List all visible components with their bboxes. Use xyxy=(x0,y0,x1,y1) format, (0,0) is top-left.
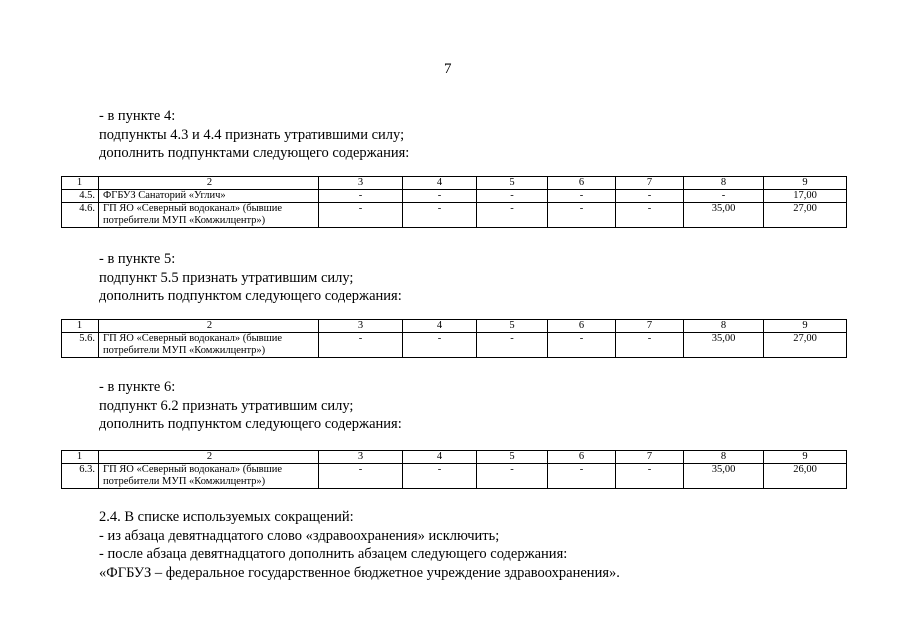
table-cell: ФГБУЗ Санаторий «Углич» xyxy=(99,190,319,203)
table-cell: 4.5. xyxy=(62,190,99,203)
text-line: подпункт 5.5 признать утратившим силу; xyxy=(99,269,354,286)
header-cell: 8 xyxy=(684,320,764,333)
table-cell: - xyxy=(477,333,548,358)
section-5-table xyxy=(61,319,847,358)
header-cell: 3 xyxy=(319,177,403,190)
text-line: - из абзаца девятнадцатого слово «здравоохранения» исключить; xyxy=(99,527,500,544)
table-cell: - xyxy=(403,464,477,489)
table-header-row xyxy=(62,451,847,464)
header-cell: 9 xyxy=(764,177,847,190)
text-line: 2.4. В списке используемых сокращений: xyxy=(99,509,354,525)
table-row xyxy=(62,190,847,203)
abbreviations-text xyxy=(99,508,620,582)
table-cell: - xyxy=(616,333,684,358)
header-cell: 8 xyxy=(684,451,764,464)
table-header-row xyxy=(62,177,847,190)
text-line: - в пункте 6: xyxy=(99,379,176,395)
text-line: дополнить подпунктом следующего содержания: xyxy=(99,416,402,432)
header-cell: 5 xyxy=(477,451,548,464)
header-cell: 2 xyxy=(99,177,319,190)
table-cell: - xyxy=(616,464,684,489)
table-cell: ГП ЯО «Северный водоканал» (бывшие потребители МУП «Комжилцентр») xyxy=(99,464,319,489)
table-cell: 35,00 xyxy=(684,464,764,489)
table-cell: - xyxy=(548,464,616,489)
table-cell: - xyxy=(477,203,548,228)
table-cell: - xyxy=(477,464,548,489)
section-4-table xyxy=(61,176,847,228)
table-cell: - xyxy=(319,190,403,203)
text-line: подпункт 6.2 признать утратившим силу; xyxy=(99,397,354,414)
table-cell: - xyxy=(319,464,403,489)
table-cell: 27,00 xyxy=(764,203,847,228)
section-6-text xyxy=(99,378,402,434)
table-cell: - xyxy=(548,333,616,358)
header-cell: 9 xyxy=(764,451,847,464)
header-cell: 1 xyxy=(62,451,99,464)
text-line: подпункты 4.3 и 4.4 признать утратившими силу; xyxy=(99,126,405,143)
table-cell: - xyxy=(616,190,684,203)
table-cell: - xyxy=(403,203,477,228)
text-line: дополнить подпунктами следующего содержания: xyxy=(99,145,410,161)
header-cell: 7 xyxy=(616,451,684,464)
header-cell: 2 xyxy=(99,451,319,464)
header-cell: 4 xyxy=(403,177,477,190)
section-4-text xyxy=(99,107,409,163)
table-cell: ГП ЯО «Северный водоканал» (бывшие потребители МУП «Комжилцентр») xyxy=(99,203,319,228)
header-cell: 5 xyxy=(477,320,548,333)
header-cell: 8 xyxy=(684,177,764,190)
table-cell: - xyxy=(403,333,477,358)
table-cell: - xyxy=(477,190,548,203)
table-cell: ГП ЯО «Северный водоканал» (бывшие потребители МУП «Комжилцентр») xyxy=(99,333,319,358)
table-cell: 35,00 xyxy=(684,203,764,228)
table-row xyxy=(62,333,847,358)
table-cell: - xyxy=(548,203,616,228)
table-cell: 27,00 xyxy=(764,333,847,358)
table-row xyxy=(62,464,847,489)
table-header-row xyxy=(62,320,847,333)
section-6-table xyxy=(61,450,847,489)
header-cell: 1 xyxy=(62,177,99,190)
header-cell: 5 xyxy=(477,177,548,190)
text-line: «ФГБУЗ – федеральное государственное бюджетное учреждение здравоохранения». xyxy=(99,564,620,581)
table-row xyxy=(62,203,847,228)
table-cell: 5.6. xyxy=(62,333,99,358)
table-cell: 17,00 xyxy=(764,190,847,203)
header-cell: 7 xyxy=(616,320,684,333)
header-cell: 4 xyxy=(403,451,477,464)
table-cell: - xyxy=(548,190,616,203)
table-cell: 35,00 xyxy=(684,333,764,358)
table-cell: 4.6. xyxy=(62,203,99,228)
text-line: дополнить подпунктом следующего содержания: xyxy=(99,288,402,304)
header-cell: 2 xyxy=(99,320,319,333)
header-cell: 1 xyxy=(62,320,99,333)
header-cell: 4 xyxy=(403,320,477,333)
text-line: - в пункте 5: xyxy=(99,251,176,267)
header-cell: 7 xyxy=(616,177,684,190)
header-cell: 9 xyxy=(764,320,847,333)
table-cell: - xyxy=(319,333,403,358)
table-cell: 26,00 xyxy=(764,464,847,489)
header-cell: 3 xyxy=(319,451,403,464)
text-line: - после абзаца девятнадцатого дополнить абзацем следующего содержания: xyxy=(99,546,568,562)
header-cell: 3 xyxy=(319,320,403,333)
header-cell: 6 xyxy=(548,320,616,333)
table-cell: - xyxy=(684,190,764,203)
page-number: 7 xyxy=(444,61,452,77)
table-cell: - xyxy=(403,190,477,203)
table-cell: - xyxy=(319,203,403,228)
header-cell: 6 xyxy=(548,177,616,190)
table-cell: - xyxy=(616,203,684,228)
header-cell: 6 xyxy=(548,451,616,464)
text-line: - в пункте 4: xyxy=(99,108,176,124)
section-5-text xyxy=(99,250,402,306)
table-cell: 6.3. xyxy=(62,464,99,489)
